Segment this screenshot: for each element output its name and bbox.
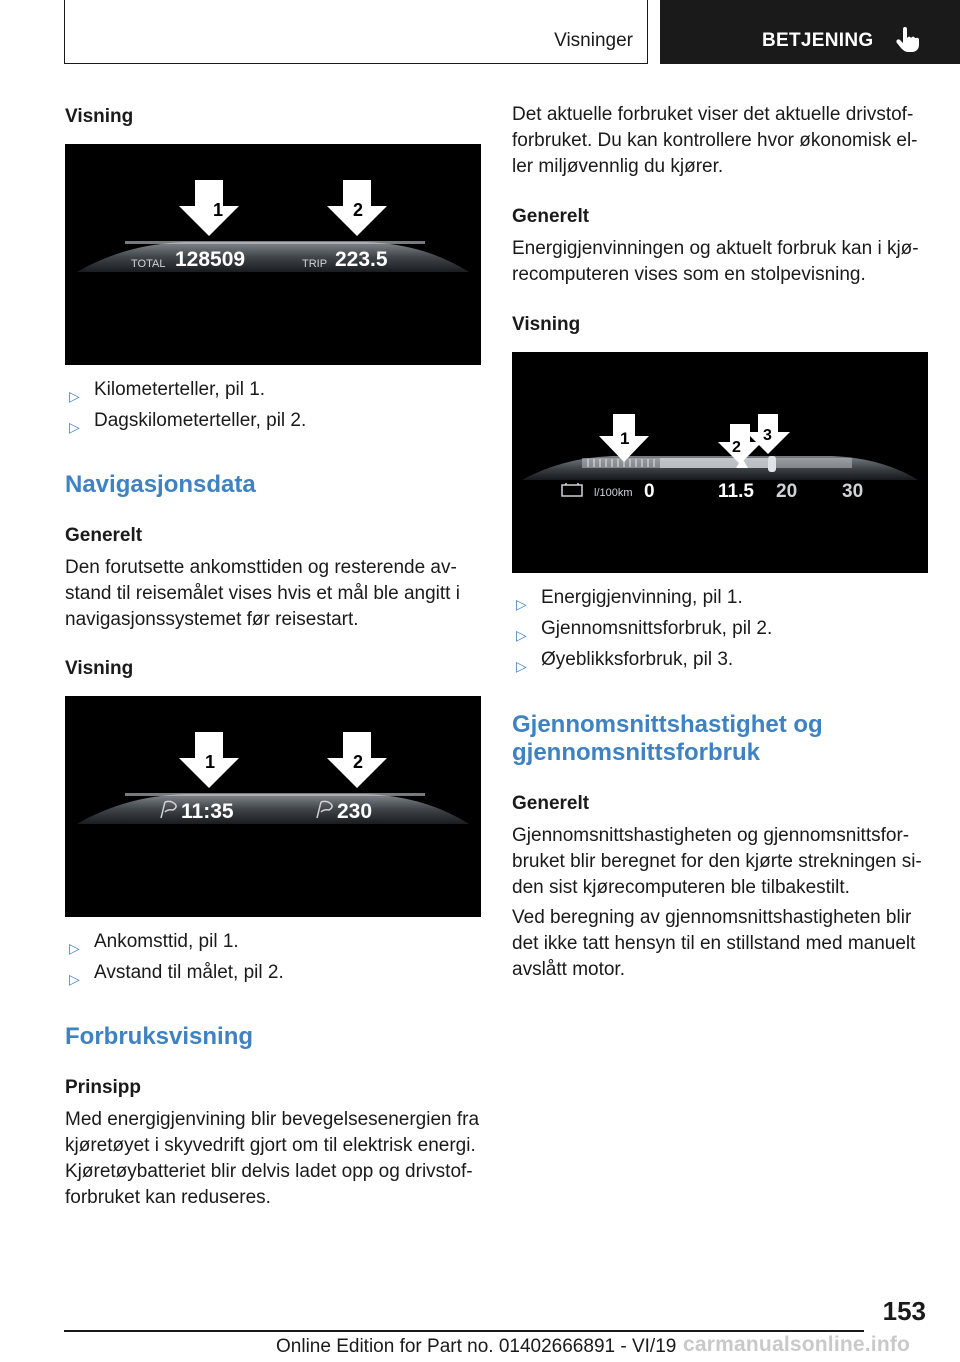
arrow-2-label: 2 <box>353 200 364 220</box>
section-heading-forbruksvisning: Forbruksvisning <box>65 1023 254 1050</box>
section-heading-gjennomsnitt: Gjennomsnittshastighet og gjennomsnittsforbruk <box>512 711 823 766</box>
list-item: ▷ Ankomsttid, pil 1. <box>65 929 481 960</box>
arrow-1 <box>179 180 239 236</box>
list-item: ▷ Dagskilometerteller, pil 2. <box>65 408 481 439</box>
arrow-2-label: 2 <box>732 439 741 456</box>
navigation-display-figure <box>65 696 481 917</box>
scale-20: 20 <box>776 481 798 502</box>
scale-30: 30 <box>842 481 864 502</box>
prinsipp-paragraph: Med energigjenvining blir bevegelsesenergien fra kjøretøyet i skyvedrift gjort om til elektrisk energi. Kjøretøybatteriet blir delvis ladet opp og drivstof- forbruket kan reduseres. <box>65 1109 480 1208</box>
list-item: ▷ Energigjenvinning, pil 1. <box>512 585 928 616</box>
section-heading-navigasjonsdata: Navigasjonsdata <box>65 471 256 498</box>
odometer-display-figure <box>65 144 481 365</box>
visning-heading-2: Visning <box>65 658 134 679</box>
header-chapter-tab <box>660 0 960 64</box>
list-item: ▷ Kilometerteller, pil 1. <box>65 377 481 408</box>
edition-text: Online Edition for Part no. 01402666891 - VI/19 <box>276 1336 677 1357</box>
page-number: 153 <box>882 1296 926 1326</box>
triangle-bullet-icon: ▷ <box>516 596 527 612</box>
battery-icon <box>562 483 582 496</box>
footer-divider <box>64 1330 864 1332</box>
distance-value: 230 <box>337 800 373 823</box>
scale-0: 0 <box>644 481 655 502</box>
list-item: ▷ Gjennomsnittsforbruk, pil 2. <box>512 616 928 647</box>
consumption-display-figure <box>512 352 928 573</box>
arrival-time-value: 11:35 <box>181 800 234 823</box>
trip-label: TRIP <box>302 258 328 270</box>
subheading-generelt-forbruk: Generelt <box>512 206 590 227</box>
header-section-box <box>64 0 648 64</box>
visning-heading-1: Visning <box>65 106 134 127</box>
scale-average-value: 11.5 <box>718 481 754 502</box>
list-item: ▷ Avstand til målet, pil 2. <box>65 960 481 991</box>
list-item: ▷ Øyeblikksforbruk, pil 3. <box>512 647 928 678</box>
triangle-bullet-icon: ▷ <box>516 627 527 643</box>
intro-paragraph: Det aktuelle forbruket viser det aktuelle drivstof- forbruket. Du kan kontrollere hvor økonomisk el- ler miljøvennlig du kjører. <box>512 104 918 177</box>
bullet-list-3 <box>512 585 928 678</box>
triangle-bullet-icon: ▷ <box>69 940 80 956</box>
watermark: carmanualsonline.info <box>683 1333 911 1356</box>
triangle-bullet-icon: ▷ <box>69 419 80 435</box>
arrow-3-label: 3 <box>763 427 772 444</box>
triangle-bullet-icon: ▷ <box>69 388 80 404</box>
total-value: 128509 <box>175 248 246 271</box>
triangle-bullet-icon: ▷ <box>516 658 527 674</box>
avg-paragraph-1: Gjennomsnittshastigheten og gjennomsnittsfor- bruket blir beregnet for den kjørte strekningen si- den sist kjørecomputeren ble tilbakestilt. <box>512 825 922 898</box>
chapter-title: BETJENING <box>762 30 874 51</box>
section-title: Visninger <box>554 30 633 51</box>
arrow-1-label: 1 <box>620 429 630 448</box>
total-label: TOTAL <box>131 258 166 270</box>
bullet-list-1 <box>65 377 481 439</box>
triangle-bullet-icon: ▷ <box>69 971 80 987</box>
nav-paragraph: Den forutsette ankomsttiden og resterende av- stand til reisemålet vises hvis et mål ble angitt i navigasjonssystemet før reisestart. <box>65 557 460 630</box>
arrow-1-label: 1 <box>213 200 224 220</box>
arrow-2-label: 2 <box>353 752 364 772</box>
generelt-paragraph: Energigjenvinningen og aktuelt forbruk kan i kjø- recomputeren vises som en stolpevisning. <box>512 238 919 285</box>
trip-value: 223.5 <box>335 248 388 271</box>
subheading-prinsipp: Prinsipp <box>65 1077 142 1098</box>
unit-label: l/100km <box>594 487 633 499</box>
current-indicator <box>768 456 776 472</box>
subheading-generelt-nav: Generelt <box>65 525 143 546</box>
subheading-generelt-avg: Generelt <box>512 793 590 814</box>
avg-paragraph-2: Ved beregning av gjennomsnittshastigheten blir det ikke tatt hensyn til en stillstand med manuelt avslått motor. <box>512 907 916 980</box>
pointing-hand-icon <box>896 27 920 53</box>
visning-heading-3: Visning <box>512 314 581 335</box>
bullet-list-2 <box>65 929 481 991</box>
arrow-1-label: 1 <box>205 752 216 772</box>
